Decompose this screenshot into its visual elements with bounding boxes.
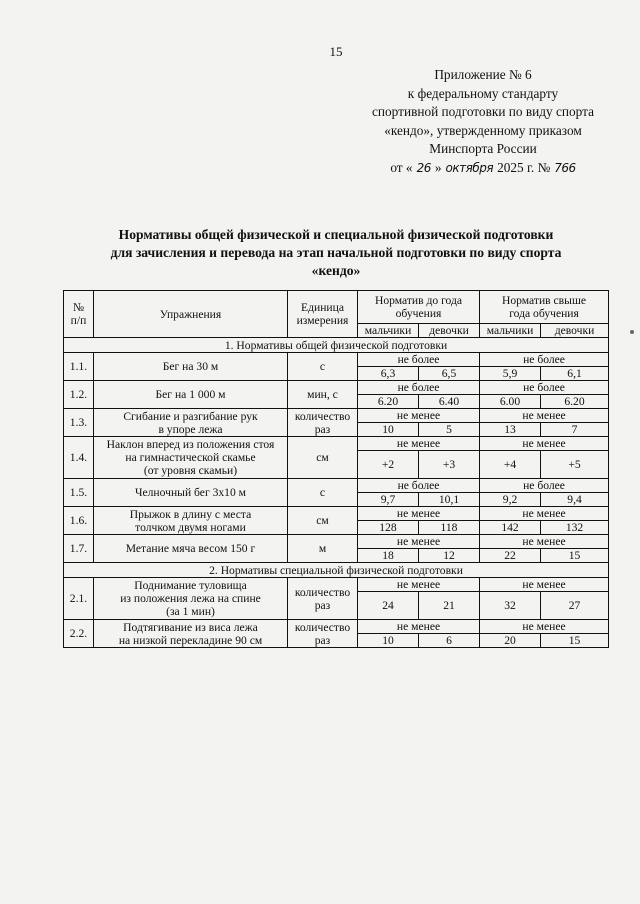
value-cell: 9,2 — [480, 493, 541, 507]
value-cell: 118 — [419, 521, 480, 535]
table-row — [64, 409, 609, 423]
norm-label: не менее — [358, 507, 480, 521]
value-cell: 12 — [419, 549, 480, 563]
table-row — [64, 620, 609, 634]
row-unit: с — [288, 353, 358, 381]
value-cell: 9,4 — [541, 493, 609, 507]
norm-label: не менее — [480, 437, 609, 451]
row-exercise: Прыжок в длину с места толчком двумя ногами — [94, 507, 288, 535]
row-exercise: Подтягивание из виса лежа на низкой перекладине 90 см — [94, 620, 288, 648]
col-header-girls: девочки — [419, 324, 480, 338]
norm-label: не менее — [358, 578, 480, 592]
col-header-after-year: Норматив свыше года обучения — [480, 291, 609, 324]
date-day: 26 — [416, 160, 431, 175]
row-exercise: Наклон вперед из положения стоя на гимнастической скамье (от уровня скамьи) — [94, 437, 288, 479]
value-cell: 20 — [480, 634, 541, 648]
value-cell: +3 — [419, 451, 480, 479]
col-header-boys: мальчики — [358, 324, 419, 338]
table-row — [64, 353, 609, 367]
scan-dot — [630, 330, 634, 334]
value-cell: 6,1 — [541, 367, 609, 381]
page-number: 15 — [329, 44, 343, 59]
value-cell: +4 — [480, 451, 541, 479]
table-row — [64, 507, 609, 521]
norm-label: не более — [480, 381, 609, 395]
row-number: 1.3. — [64, 409, 94, 437]
row-unit: количество раз — [288, 620, 358, 648]
value-cell: 27 — [541, 592, 609, 620]
norm-label: не менее — [358, 535, 480, 549]
row-exercise: Челночный бег 3x10 м — [94, 479, 288, 507]
row-unit: мин, с — [288, 381, 358, 409]
row-unit: см — [288, 437, 358, 479]
value-cell: 5,9 — [480, 367, 541, 381]
row-number: 1.1. — [64, 353, 94, 381]
table-row — [64, 381, 609, 395]
norm-label: не менее — [480, 578, 609, 592]
norm-label: не более — [358, 381, 480, 395]
section-title: 1. Нормативы общей физической подготовки — [64, 338, 609, 353]
row-number: 1.6. — [64, 507, 94, 535]
value-cell: 18 — [358, 549, 419, 563]
norm-label: не более — [358, 479, 480, 493]
value-cell: 22 — [480, 549, 541, 563]
row-unit: количество раз — [288, 578, 358, 620]
value-cell: 6.40 — [419, 395, 480, 409]
row-unit: м — [288, 535, 358, 563]
value-cell: 128 — [358, 521, 419, 535]
value-cell: 24 — [358, 592, 419, 620]
date-prefix: от « — [390, 159, 413, 175]
value-cell: 6.20 — [358, 395, 419, 409]
row-exercise: Бег на 30 м — [94, 353, 288, 381]
col-header-unit: Единица измерения — [288, 291, 358, 338]
row-number: 1.7. — [64, 535, 94, 563]
value-cell: 7 — [541, 423, 609, 437]
row-exercise: Метание мяча весом 150 г — [94, 535, 288, 563]
row-number: 1.5. — [64, 479, 94, 507]
value-cell: 10 — [358, 634, 419, 648]
norm-label: не менее — [480, 535, 609, 549]
col-header-boys: мальчики — [480, 324, 541, 338]
value-cell: 6 — [419, 634, 480, 648]
value-cell: 6.00 — [480, 395, 541, 409]
appendix-line: Минспорта России — [429, 141, 537, 157]
appendix-header — [372, 66, 594, 178]
row-number: 2.1. — [64, 578, 94, 620]
col-header-exercise: Упражнения — [94, 291, 288, 338]
value-cell: 13 — [480, 423, 541, 437]
row-unit: с — [288, 479, 358, 507]
norm-label: не менее — [358, 437, 480, 451]
row-unit: см — [288, 507, 358, 535]
row-number: 2.2. — [64, 620, 94, 648]
row-exercise: Сгибание и разгибание рук в упоре лежа — [94, 409, 288, 437]
value-cell: 6.20 — [541, 395, 609, 409]
section-row — [64, 338, 609, 353]
value-cell: 142 — [480, 521, 541, 535]
value-cell: 21 — [419, 592, 480, 620]
value-cell: 9,7 — [358, 493, 419, 507]
norm-label: не более — [358, 353, 480, 367]
appendix-line: спортивной подготовки по виду спорта — [372, 104, 594, 120]
appendix-line: к федеральному стандарту — [407, 85, 559, 101]
row-number: 1.2. — [64, 381, 94, 409]
norm-label: не более — [480, 353, 609, 367]
appendix-line: Приложение № 6 — [434, 67, 532, 82]
table-row — [64, 535, 609, 549]
table-row — [64, 479, 609, 493]
value-cell: +5 — [541, 451, 609, 479]
norm-label: не менее — [480, 620, 609, 634]
date-year: 2025 г. № — [497, 159, 551, 175]
section-row — [64, 563, 609, 578]
norm-label: не менее — [480, 507, 609, 521]
value-cell: 15 — [541, 634, 609, 648]
value-cell: 132 — [541, 521, 609, 535]
section-title: 2. Нормативы специальной физической подготовки — [64, 563, 609, 578]
value-cell: +2 — [358, 451, 419, 479]
table-header-row — [64, 291, 609, 324]
appendix-line: «кендо», утвержденному приказом — [384, 122, 582, 138]
row-exercise: Поднимание туловища из положения лежа на спине (за 1 мин) — [94, 578, 288, 620]
value-cell: 6,3 — [358, 367, 419, 381]
row-exercise: Бег на 1 000 м — [94, 381, 288, 409]
value-cell: 32 — [480, 592, 541, 620]
norm-label: не более — [480, 479, 609, 493]
value-cell: 6,5 — [419, 367, 480, 381]
order-number: 766 — [554, 160, 576, 175]
table-row — [64, 437, 609, 451]
table-row — [64, 578, 609, 592]
row-number: 1.4. — [64, 437, 94, 479]
norm-label: не менее — [480, 409, 609, 423]
norms-table — [63, 290, 609, 648]
col-header-num: № п/п — [64, 291, 94, 338]
col-header-girls: девочки — [541, 324, 609, 338]
date-month: октября — [445, 160, 494, 175]
value-cell: 10 — [358, 423, 419, 437]
date-mid: » — [434, 159, 442, 175]
document-title: Нормативы общей физической и специальной физической подготовки для зачисления и перевода на этап начальной подготовки по виду спорта «кендо» — [110, 227, 562, 278]
value-cell: 10,1 — [419, 493, 480, 507]
order-date-line — [372, 159, 594, 178]
norm-label: не менее — [358, 409, 480, 423]
col-header-first-year: Норматив до года обучения — [358, 291, 480, 324]
row-unit: количество раз — [288, 409, 358, 437]
value-cell: 15 — [541, 549, 609, 563]
value-cell: 5 — [419, 423, 480, 437]
norm-label: не менее — [358, 620, 480, 634]
